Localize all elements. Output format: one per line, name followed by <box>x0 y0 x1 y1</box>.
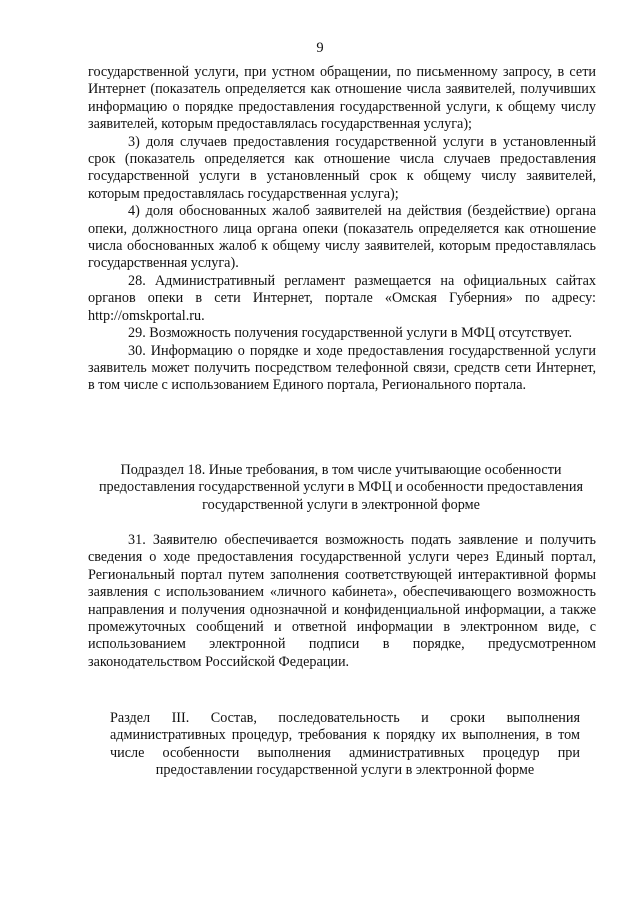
subsection-heading: Подраздел 18. Иные требования, в том числе учитывающие особенности предоставления государственной услуги в МФЦ и особенности предоставления государственной услуги в электронной форме <box>98 462 584 513</box>
paragraph-30: 30. Информацию о порядке и ходе предоставления государственной услуги заявитель может получить посредством телефонной связи, средств сети Интернет, в том числе с использованием Единого портала, Регионального портала. <box>88 342 596 394</box>
page-number: 9 <box>316 40 324 56</box>
section-heading: Раздел III. Состав, последовательность и сроки выполнения административных процедур, требования к порядку их выполнения, в том числе особенности выполнения административных процедур при предоставлении государственной услуги в электронной форме <box>110 710 580 779</box>
paragraph-28: 28. Административный регламент размещается на официальных сайтах органов опеки в сети Интернет, портале «Омская Губерния» по адресу: http://omskportal.ru. <box>88 272 596 324</box>
paragraph-item-4: 4) доля обоснованных жалоб заявителей на действия (бездействие) органа опеки, должностного лица органа опеки (показатель определяется как отношение числа обоснованных жалоб к общему числу заявителей, которым предоставлялась государственная услуга). <box>88 203 596 272</box>
paragraph-continuation: государственной услуги, при устном обращении, по письменному запросу, в сети Интернет (показатель определяется как отношение числа заявителей, получивших информацию о порядке предоставления государственной услуги, к общему числу заявителей, которым предоставлялась государственная услуга); <box>88 64 596 133</box>
paragraph-item-3: 3) доля случаев предоставления государственной услуги в установленный срок (показатель определяется как отношение числа случаев предоставления государственной услуги в установленный срок к общему числу заявителей, которым предоставлялась государственная услуга); <box>88 133 596 202</box>
body-text-middle <box>88 532 596 671</box>
body-text-top <box>88 64 596 395</box>
paragraph-31: 31. Заявителю обеспечивается возможность подать заявление и получить сведения о ходе предоставления государственной услуги через Единый портал, Региональный портал путем заполнения соответствующей интерактивной формы заявления с использованием «личного кабинета», обеспечивающего возможность направления и получения однозначной и конфиденциальной информации, а также промежуточных сообщений и ответной информации в электронном виде, с использованием электронной подписи в порядке, предусмотренном законодательством Российской Федерации. <box>88 532 596 670</box>
paragraph-29: 29. Возможность получения государственной услуги в МФЦ отсутствует. <box>128 325 572 342</box>
